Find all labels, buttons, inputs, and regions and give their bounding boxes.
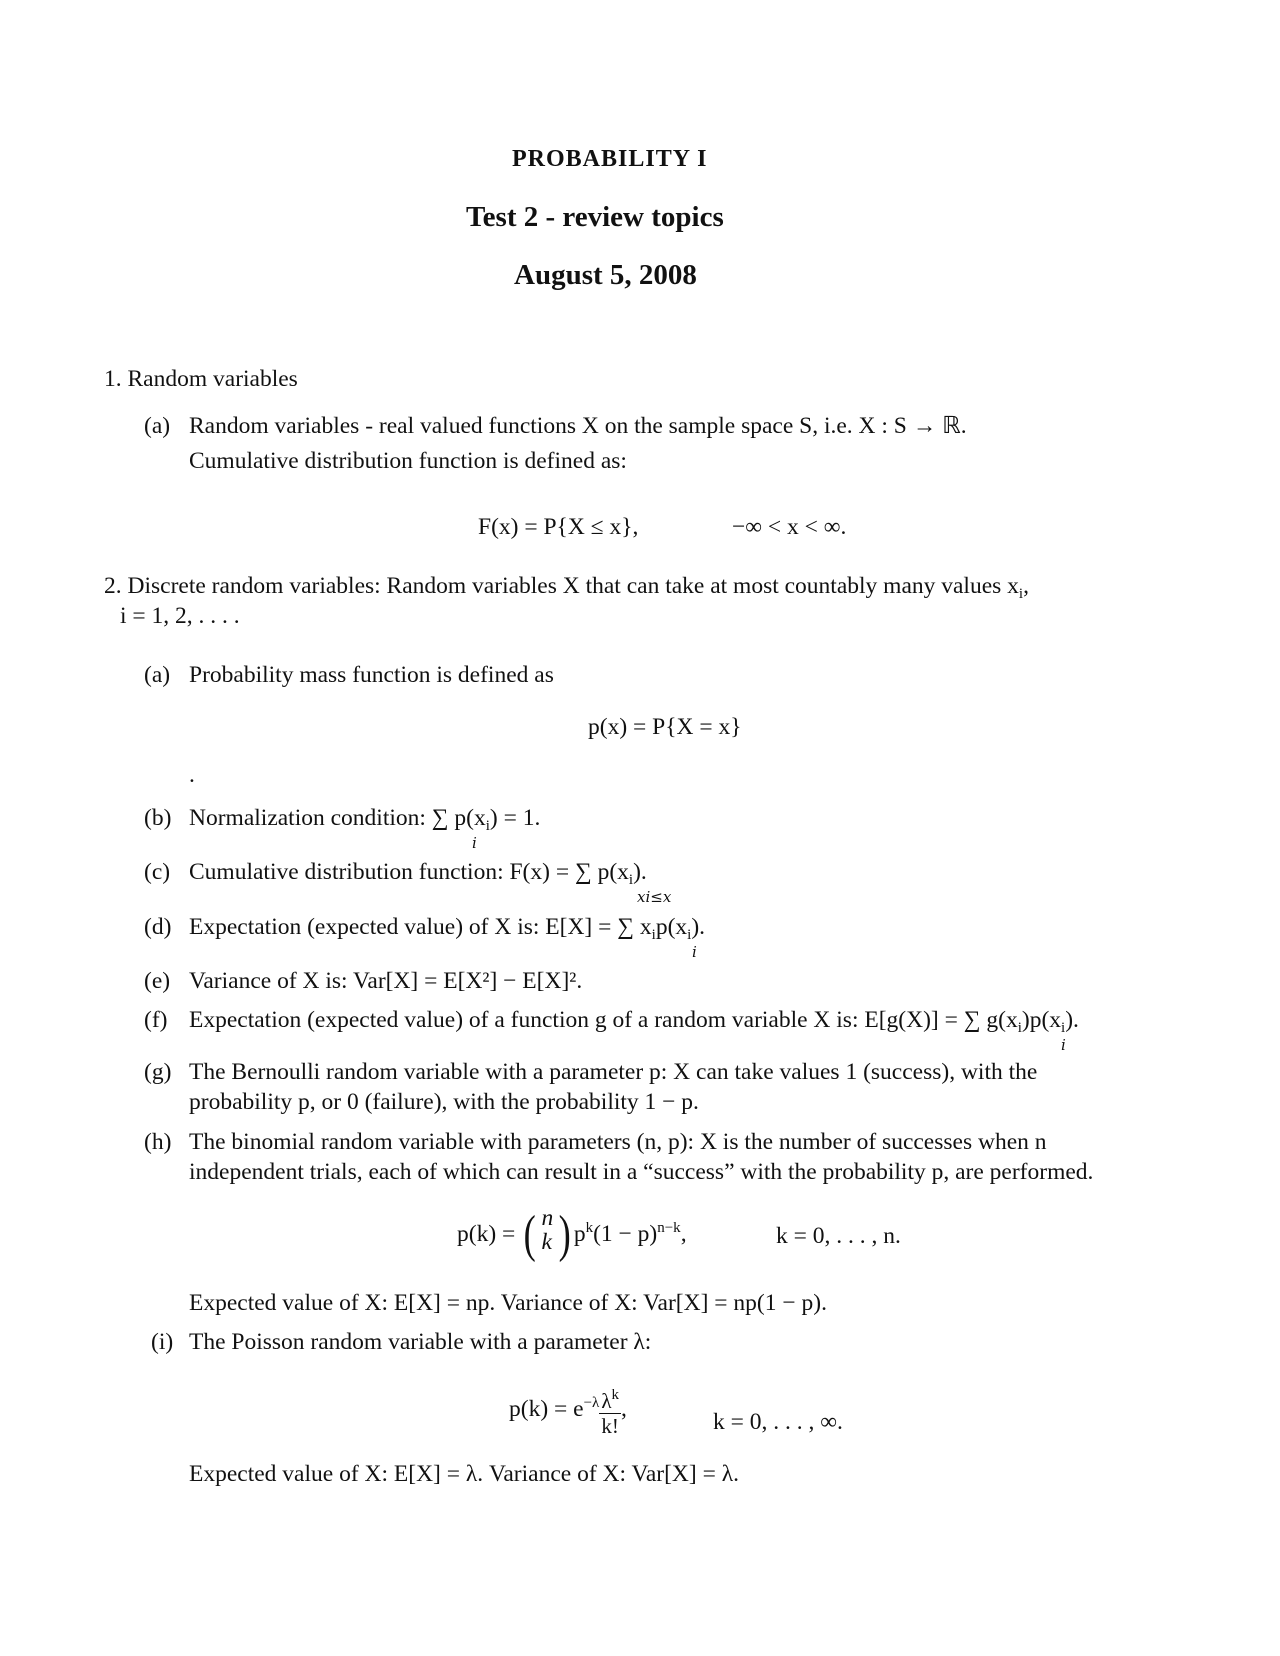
item-2c-label: (c) xyxy=(144,859,171,885)
poisson-exp: −λ xyxy=(583,1394,600,1411)
binomial-n: n xyxy=(541,1205,554,1231)
binomial-right-paren: ) xyxy=(559,1206,572,1263)
binomial-sup-nk: n−k xyxy=(657,1220,681,1236)
binomial-coefficient xyxy=(538,1203,556,1255)
item-1a-line2: Cumulative distribution function is defined as: xyxy=(189,448,627,474)
section-2-heading-sub: i xyxy=(1018,586,1024,602)
poisson-equation xyxy=(509,1383,627,1438)
cdf-sum-index: xi≤x xyxy=(637,888,672,906)
normalization-sum-index: i xyxy=(472,834,477,852)
binomial-p: p xyxy=(573,1221,586,1247)
expectation-sub2: i xyxy=(687,927,692,943)
cdf-sum-text: Cumulative distribution function: F(x) = ∑ p(x xyxy=(189,859,629,885)
binomial-equation xyxy=(457,1203,687,1261)
section-2-heading xyxy=(104,571,1029,609)
poisson-numerator xyxy=(599,1383,621,1414)
normalization-text: Normalization condition: ∑ p(x xyxy=(189,805,486,831)
function-expectation-sub2: i xyxy=(1061,1020,1066,1036)
normalization-tail: ) = 1. xyxy=(489,805,541,831)
binomial-k: k xyxy=(541,1229,552,1255)
item-2g-label: (g) xyxy=(144,1059,172,1085)
date-title: August 5, 2008 xyxy=(514,259,697,291)
poisson-range: k = 0, . . . , ∞. xyxy=(713,1409,843,1435)
pmf-equation: p(x) = P{X = x} xyxy=(588,714,742,740)
item-2d-label: (d) xyxy=(144,914,172,940)
poisson-lhs: p(k) = e xyxy=(509,1395,584,1422)
binomial-left-paren: ( xyxy=(523,1206,536,1263)
section-2-heading-text: 2. Discrete random variables: Random variables X that can take at most countably many values x xyxy=(104,573,1019,599)
expectation-sum-index: i xyxy=(692,943,697,961)
item-1a-label: (a) xyxy=(144,413,171,439)
function-expectation-sum-index: i xyxy=(1061,1036,1066,1054)
poisson-expectation: Expected value of X: E[X] = λ. Variance of X: Var[X] = λ. xyxy=(189,1461,740,1487)
item-2i-label: (i) xyxy=(151,1329,174,1355)
stray-dot: . xyxy=(189,762,195,788)
cdf-sum-tail: ). xyxy=(633,859,647,885)
item-2b-text xyxy=(189,803,540,841)
function-expectation-sub1: i xyxy=(1017,1020,1022,1036)
binomial-expectation: Expected value of X: E[X] = np. Variance of X: Var[X] = np(1 − p). xyxy=(189,1290,827,1316)
item-2e-label: (e) xyxy=(144,968,171,994)
item-2c-text xyxy=(189,857,647,895)
item-2g-line1: The Bernoulli random variable with a parameter p: X can take values 1 (success), with the xyxy=(189,1059,1038,1085)
function-expectation-tail: ). xyxy=(1065,1007,1079,1033)
expectation-text: Expectation (expected value) of X is: E[X] = ∑ x xyxy=(189,914,652,940)
binomial-sup-k: k xyxy=(585,1220,594,1236)
item-2f-label: (f) xyxy=(144,1007,168,1033)
binomial-range: k = 0, . . . , n. xyxy=(776,1223,901,1249)
poisson-fraction xyxy=(599,1383,621,1438)
cdf-equation: F(x) = P{X ≤ x}, xyxy=(478,514,639,540)
normalization-sub: i xyxy=(485,818,490,834)
section-1-heading: 1. Random variables xyxy=(104,366,298,392)
item-2f-text xyxy=(189,1005,1079,1043)
expectation-tail: ). xyxy=(691,914,706,940)
section-2-heading-line2: i = 1, 2, . . . . xyxy=(120,603,240,629)
binomial-lhs: p(k) = xyxy=(457,1221,516,1247)
item-1a-line1: Random variables - real valued functions X on the sample space S, i.e. X : S → ℝ. xyxy=(189,413,967,439)
item-2e-text: Variance of X is: Var[X] = E[X²] − E[X]². xyxy=(189,968,583,994)
poisson-lambda-sup: k xyxy=(611,1387,620,1403)
test-title: Test 2 - review topics xyxy=(466,201,724,233)
item-2h-line2: independent trials, each of which can result in a “success” with the probability p, are performed. xyxy=(189,1159,1094,1185)
poisson-lambda: λ xyxy=(601,1389,612,1413)
poisson-comma: , xyxy=(621,1395,627,1422)
expectation-mid: p(x xyxy=(655,914,688,940)
item-2a-label: (a) xyxy=(144,662,171,688)
function-expectation-text: Expectation (expected value) of a function g of a random variable X is: E[g(X)] = ∑ g(x xyxy=(189,1007,1018,1033)
item-2d-text xyxy=(189,912,705,950)
function-expectation-mid: )p(x xyxy=(1021,1007,1062,1033)
binomial-one-minus-p: (1 − p) xyxy=(593,1221,658,1247)
item-2a-text: Probability mass function is defined as xyxy=(189,662,554,688)
section-2-heading-comma: , xyxy=(1023,573,1029,599)
item-2h-line1: The binomial random variable with parameters (n, p): X is the number of successes when n xyxy=(189,1129,1047,1155)
binomial-comma: , xyxy=(680,1221,687,1247)
item-2g-line2: probability p, or 0 (failure), with the probability 1 − p. xyxy=(189,1089,699,1115)
cdf-range: −∞ < x < ∞. xyxy=(732,514,847,540)
course-title: PROBABILITY I xyxy=(512,146,708,172)
item-2b-label: (b) xyxy=(144,805,172,831)
item-2i-text: The Poisson random variable with a parameter λ: xyxy=(189,1329,652,1355)
cdf-sum-sub: i xyxy=(628,872,634,888)
poisson-denominator: k! xyxy=(601,1414,619,1438)
item-2h-label: (h) xyxy=(144,1129,172,1155)
expectation-sub1: i xyxy=(651,927,656,943)
